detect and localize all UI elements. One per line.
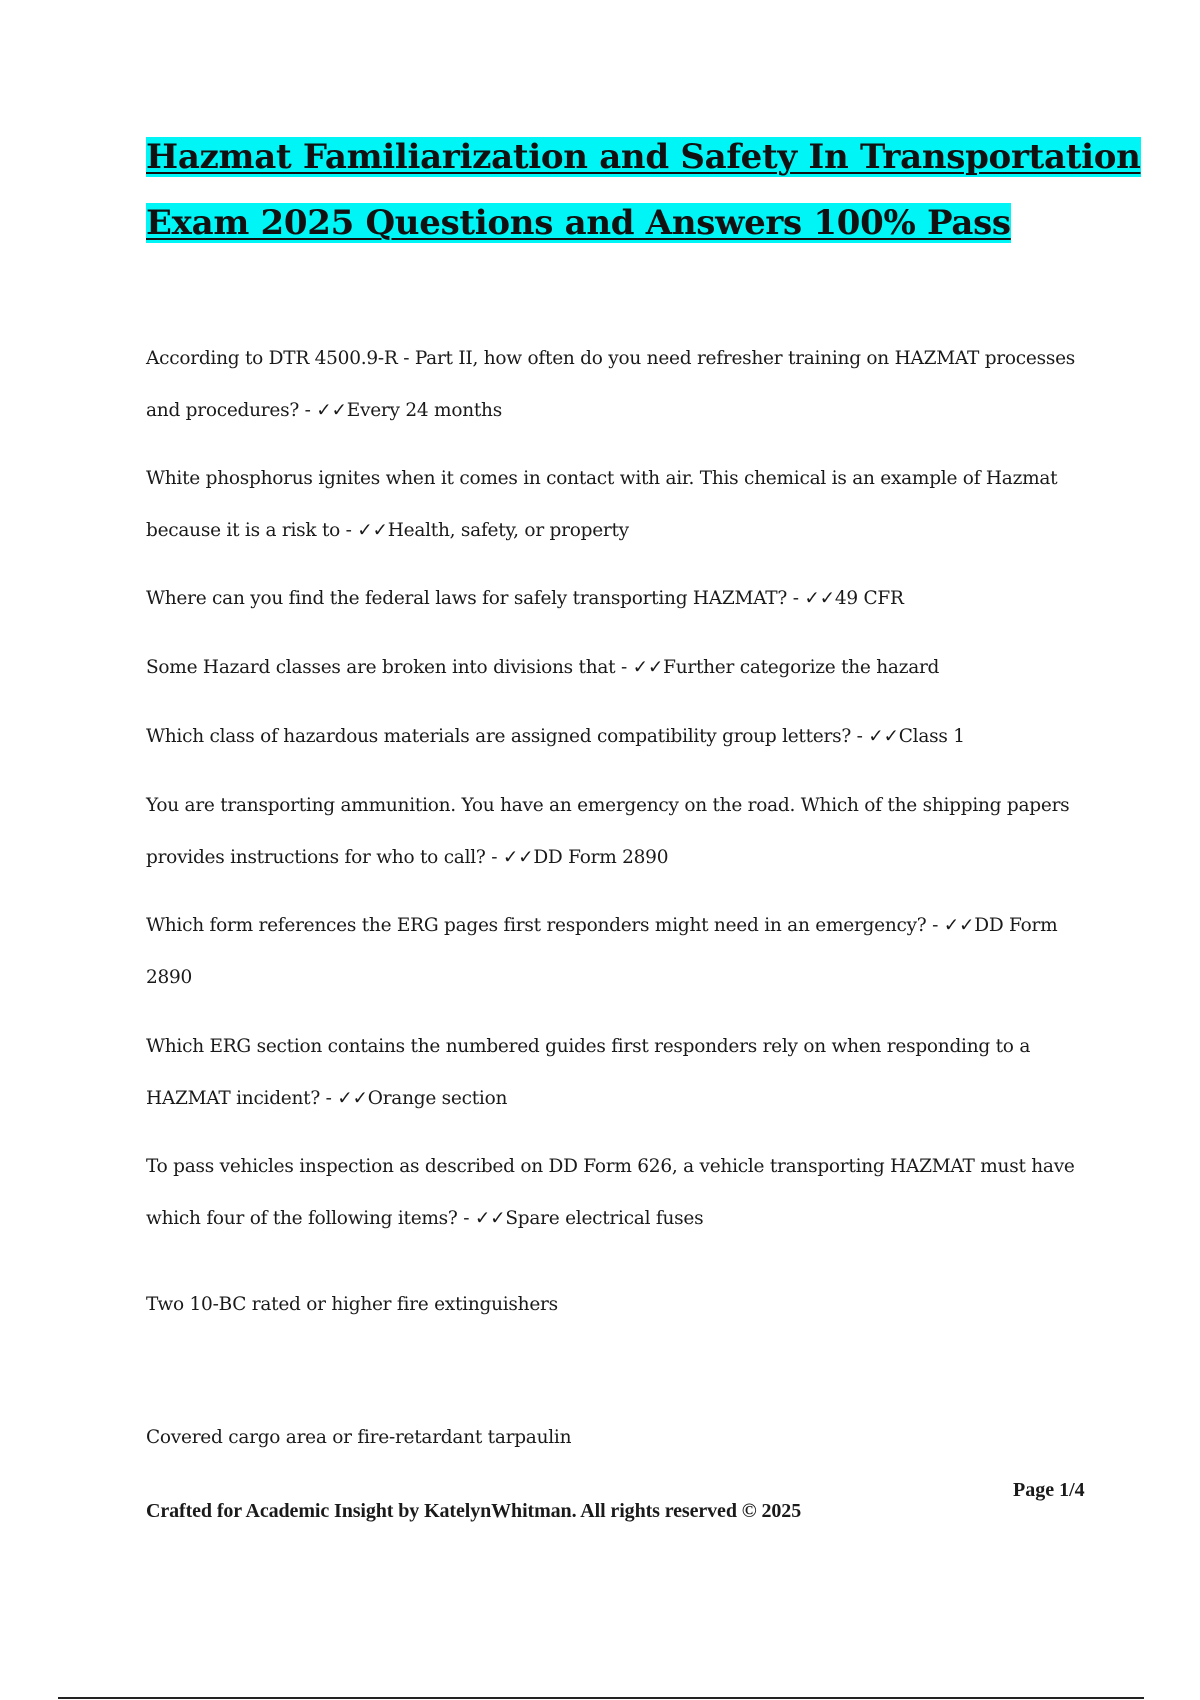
qa-item: Which class of hazardous materials are assigned compatibility group letters? - ✓✓Class 1	[146, 726, 965, 747]
document-title	[146, 137, 1141, 270]
qa-item: Which form references the ERG pages first responders might need in an emergency? - ✓✓DD Form 2890	[146, 915, 1058, 988]
qa-list	[146, 333, 1091, 1261]
page-divider	[58, 1697, 1144, 1699]
qa-item: According to DTR 4500.9-R - Part II, how often do you need refresher training on HAZMAT processes and procedures? - ✓✓Every 24 months	[146, 348, 1076, 421]
qa-item: Which ERG section contains the numbered guides first responders rely on when responding to a HAZMAT incident? - ✓✓Orange section	[146, 1036, 1031, 1109]
qa-item: Where can you find the federal laws for safely transporting HAZMAT? - ✓✓49 CFR	[146, 588, 904, 609]
title-line-2: Exam 2025 Questions and Answers 100% Pass	[146, 203, 1011, 243]
answer-item: Covered cargo area or fire-retardant tarpaulin	[146, 1427, 572, 1448]
answer-item: Two 10-BC rated or higher fire extinguishers	[146, 1294, 558, 1315]
qa-item: Some Hazard classes are broken into divisions that - ✓✓Further categorize the hazard	[146, 657, 940, 678]
qa-item: You are transporting ammunition. You have an emergency on the road. Which of the shipping papers provides instructions for who to call? - ✓✓DD Form 2890	[146, 795, 1070, 868]
qa-item: White phosphorus ignites when it comes in contact with air. This chemical is an example of Hazmat because it is a risk to - ✓✓Health, safety, or property	[146, 468, 1058, 541]
qa-item: To pass vehicles inspection as described on DD Form 626, a vehicle transporting HAZMAT must have which four of the following items? - ✓✓Spare electrical fuses	[146, 1156, 1075, 1229]
page-number: Page 1/4	[1013, 1479, 1085, 1501]
copyright-footer: Crafted for Academic Insight by KatelynWhitman. All rights reserved © 2025	[146, 1500, 802, 1522]
title-line-1: Hazmat Familiarization and Safety In Transportation	[146, 137, 1141, 177]
